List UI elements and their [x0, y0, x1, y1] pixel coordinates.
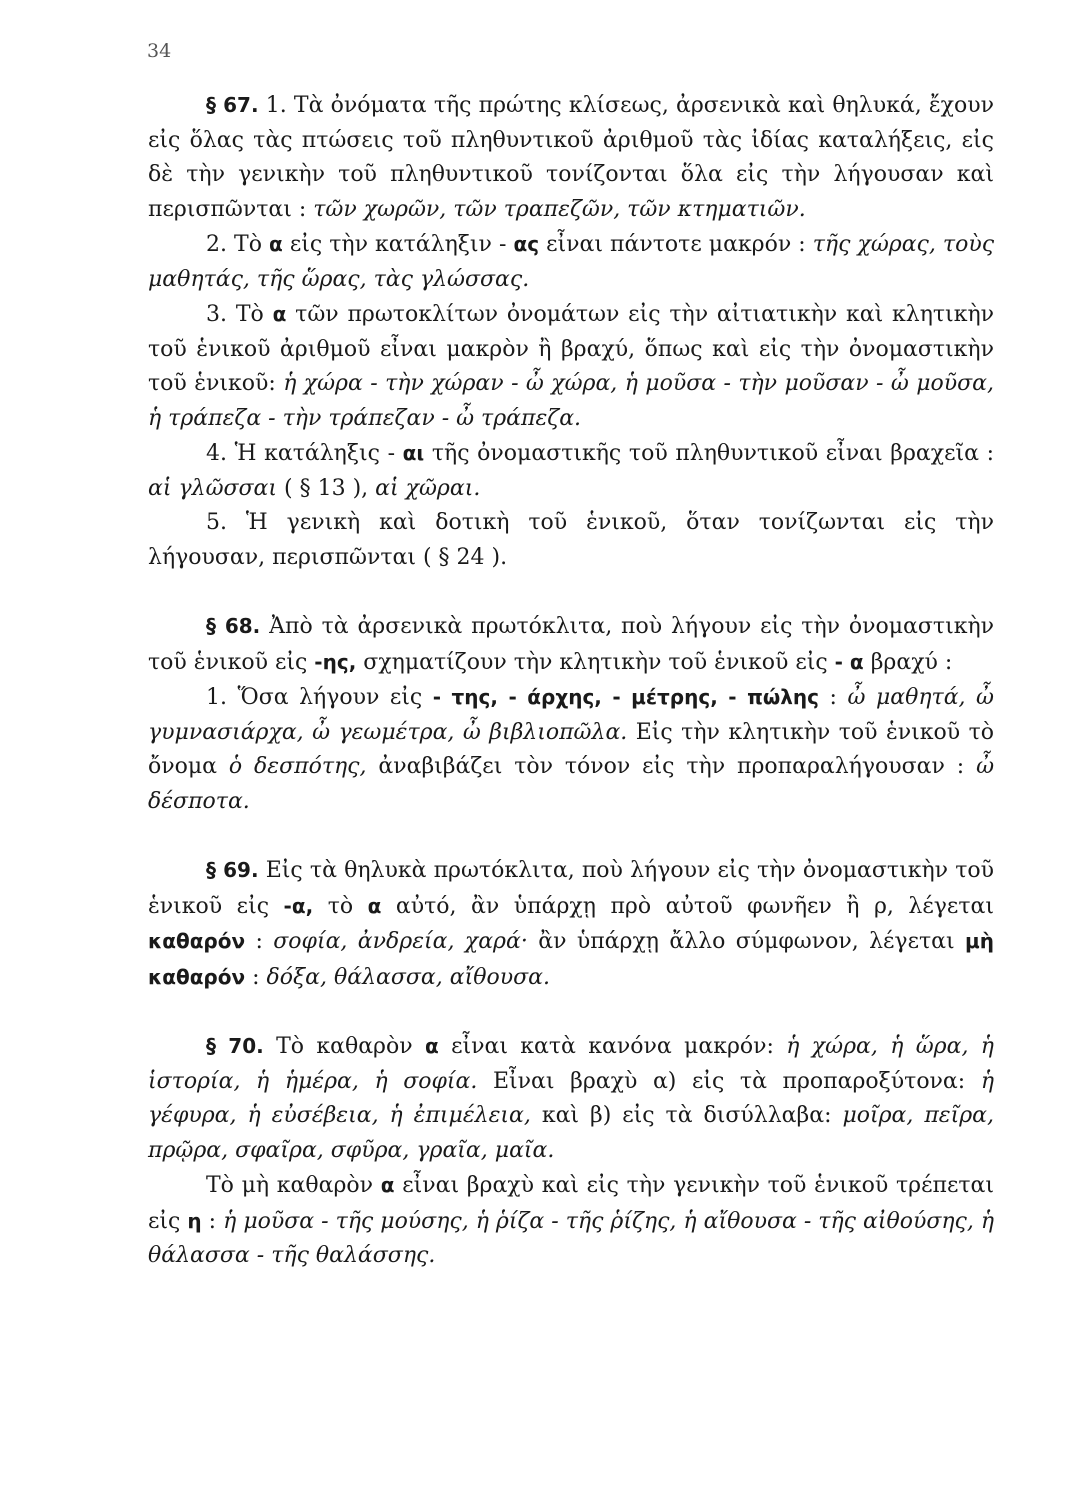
text: εἰς τὴν κατάληξιν -	[289, 232, 507, 257]
example: μοῖρα, πεῖρα, πρῷρα, σφαῖρα, σφῦρα, γραῖα, μαῖα.	[148, 1103, 995, 1163]
text: :	[255, 929, 263, 954]
text: τὸ	[327, 893, 354, 919]
example: ἡ χώρα, ἡ ὥρα, ἡ ἱστορία, ἡ ἡμέρα, ἡ σοφία.	[148, 1034, 994, 1094]
section-67-item-1-text: Τὰ ὀνόματα τῆς πρώτης κλίσεως, ἀρσενικὰ καὶ θηλυκά, ἔχουν εἰς ὅλας τὰς πτώσεις τοῦ πληθυντικοῦ ἀριθμοῦ τὰς ἰδίας καταλήξεις, εἰς δὲ τὴν γενικὴν τοῦ πληθυντικοῦ τονίζονται ὅλα εἰς τὴν λήγουσαν καὶ περισπῶνται :	[148, 93, 994, 222]
bold-term: α	[380, 1173, 395, 1197]
section-67-item-1-example: τῶν χωρῶν, τῶν τραπεζῶν, τῶν κτηματιῶν.	[313, 196, 806, 222]
section-70-mark: § 70.	[206, 1034, 264, 1058]
bold-term: α	[424, 1034, 439, 1058]
example: ὦ μαθητά, ὦ γυμνασιάρχα, ὦ γεωμέτρα, ὦ βιβλιοπῶλα.	[148, 685, 994, 745]
bold-term: μὴ καθαρόν	[148, 929, 994, 989]
section-67-mark: § 67.	[206, 93, 259, 117]
section-gap	[148, 995, 994, 1029]
text: εἶναι βραχὺ καὶ εἰς τὴν γενικὴν τοῦ ἑνικοῦ τρέπεται εἰς	[148, 1173, 995, 1234]
section-70-paragraph-2	[148, 1168, 994, 1274]
section-reference: ( § 13 ),	[284, 475, 369, 501]
text: :	[208, 1208, 217, 1234]
section-69-mark: § 69.	[206, 858, 259, 882]
text: Εἶναι βραχὺ α) εἰς τὰ προπαροξύτονα:	[493, 1068, 966, 1094]
bold-term: α	[272, 302, 287, 326]
text: εἶναι πάντοτε μακρόν :	[546, 232, 806, 257]
example: ἡ χώρα - τὴν χώραν - ὦ χώρα, ἡ μοῦσα - τὴν μοῦσαν - ὦ μοῦσα, ἡ τράπεζα - τὴν τράπεζαν - ὦ τράπεζα.	[148, 371, 994, 431]
text: Τὸ καθαρὸν	[276, 1034, 413, 1059]
section-67-item-1-number: 1.	[265, 93, 287, 118]
section-67-paragraph-1	[148, 88, 994, 227]
example: ἡ μοῦσα - τῆς μούσης, ἡ ῥίζα - τῆς ῥίζης, ἡ αἴθουσα - τῆς αἰθούσης, ἡ θάλασσα - τῆς θαλάσσης.	[148, 1208, 995, 1268]
example: ὁ δεσπότης,	[228, 754, 367, 779]
example: αἱ γλῶσσαι	[148, 475, 278, 501]
section-69-paragraph-1	[148, 853, 994, 995]
section-67-paragraph-5: 5. Ἡ γενικὴ καὶ δοτικὴ τοῦ ἑνικοῦ, ὅταν τονίζωνται εἰς τὴν λήγουσαν, περισπῶνται ( § 24 ).	[148, 510, 994, 570]
text: Τὸ μὴ καθαρὸν	[206, 1173, 374, 1198]
bold-term: η	[187, 1208, 202, 1233]
text: βραχύ :	[870, 649, 953, 675]
section-67-paragraph-2	[148, 227, 994, 297]
text: 4. Ἡ κατάληξις -	[206, 441, 395, 466]
example: ἡ γέφυρα, ἡ εὐσέβεια, ἡ ἐπιμέλεια,	[148, 1068, 994, 1128]
text: :	[829, 685, 837, 710]
text: ἀναβιβάζει τὸν τόνον εἰς τὴν προπαραλήγουσαν :	[378, 754, 965, 779]
example: σοφία, ἀνδρεία, χαρά·	[273, 929, 528, 954]
text: 3. Τὸ	[206, 302, 264, 327]
example: ὦ δέσποτα.	[148, 754, 995, 814]
text: αὐτό, ἂν ὑπάρχῃ πρὸ αὐτοῦ φωνῆεν ἢ ρ, λέγεται	[395, 893, 994, 919]
section-67-paragraph-4	[148, 436, 994, 506]
section-gap	[148, 819, 994, 853]
bold-term: αι	[402, 441, 425, 465]
text: ἂν ὑπάρχῃ ἄλλο σύμφωνον, λέγεται	[538, 929, 955, 954]
text: Ἀπὸ τὰ ἀρσενικὰ πρωτόκλιτα, ποὺ λήγουν εἰς τὴν ὀνομαστικὴν τοῦ ἑνικοῦ εἰς	[148, 614, 995, 675]
page-number: 34	[147, 40, 172, 62]
section-gap	[148, 575, 994, 609]
text: εἶναι κατὰ κανόνα μακρόν:	[451, 1034, 774, 1059]
bold-term: α	[367, 893, 382, 918]
section-68-paragraph-2	[148, 680, 994, 819]
text: 2. Τὸ	[206, 232, 262, 257]
bold-term: - α	[834, 649, 864, 674]
bold-term: - της, - άρχης, - μέτρης, - πώλης	[432, 685, 820, 709]
text: 1. Ὅσα λήγουν εἰς	[206, 685, 423, 710]
text: τῆς ὀνομαστικῆς τοῦ πληθυντικοῦ εἶναι βραχεῖα :	[431, 441, 995, 466]
text: Εἰς τὰ θηλυκὰ πρωτόκλιτα, ποὺ λήγουν εἰς τὴν ὀνομαστικὴν τοῦ ἑνικοῦ εἰς	[148, 858, 994, 919]
text: :	[252, 964, 260, 990]
bold-term: -α,	[283, 893, 314, 918]
section-68-paragraph-1	[148, 609, 994, 680]
example: αἱ χῶραι.	[375, 475, 481, 501]
example: δόξα, θάλασσα, αἴθουσα.	[266, 964, 550, 990]
section-67-paragraph-3	[148, 297, 994, 436]
text: Εἰς τὴν κλητικὴν τοῦ ἑνικοῦ τὸ ὄνομα	[148, 719, 994, 779]
section-70-paragraph-1	[148, 1029, 994, 1168]
bold-term: καθαρόν	[148, 929, 246, 953]
text: τῶν πρωτοκλίτων ὀνομάτων εἰς τὴν αἰτιατικὴν καὶ κλητικὴν τοῦ ἑνικοῦ ἀριθμοῦ εἶναι μακρὸν ἢ βραχύ, ὅπως καὶ εἰς τὴν ὀνομαστικὴν τοῦ ἑνικοῦ:	[148, 302, 994, 396]
page-body	[148, 88, 994, 1274]
bold-term: α	[269, 232, 283, 256]
example: τῆς χώρας, τοὺς μαθητάς, τῆς ὥρας, τὰς γλώσσας.	[148, 232, 995, 292]
bold-term: ας	[513, 232, 540, 256]
section-68-mark: § 68.	[206, 614, 261, 638]
text: καὶ β) εἰς τὰ δισύλλαβα:	[541, 1103, 832, 1128]
text: σχηματίζουν τὴν κλητικὴν τοῦ ἑνικοῦ εἰς	[363, 649, 828, 675]
bold-term: -ης,	[314, 649, 357, 674]
